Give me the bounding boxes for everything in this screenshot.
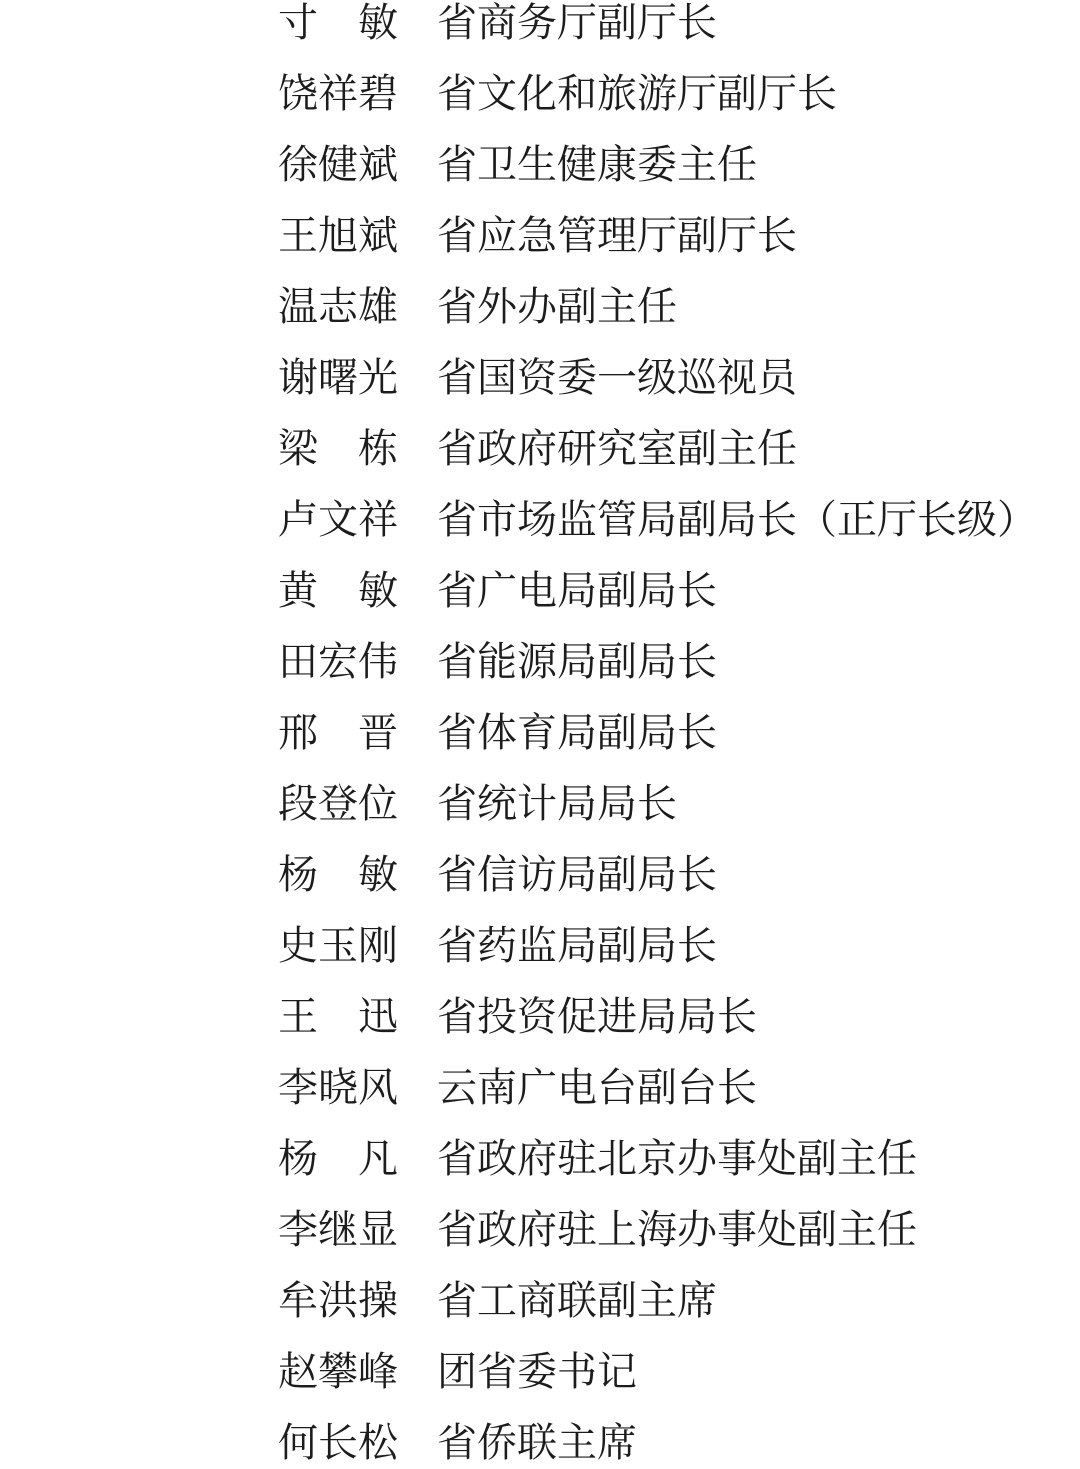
list-item (278, 272, 1058, 343)
list-item (278, 982, 1058, 1053)
person-name: 史玉刚 (278, 923, 398, 969)
person-title: 省国资委一级巡视员 (437, 355, 797, 401)
list-item (278, 769, 1058, 840)
list-item (278, 698, 1058, 769)
person-name: 温志雄 (278, 284, 398, 330)
person-title: 省药监局副局长 (437, 923, 717, 969)
list-item (278, 911, 1058, 982)
person-name: 饶祥碧 (278, 71, 398, 117)
person-name: 牟洪操 (278, 1278, 398, 1324)
list-item (278, 201, 1058, 272)
person-title: 省工商联副主席 (437, 1278, 717, 1324)
person-title: 团省委书记 (437, 1349, 637, 1395)
person-title: 省广电局副局长 (437, 568, 717, 614)
list-item (278, 1124, 1058, 1195)
person-name: 李继显 (278, 1207, 398, 1253)
person-title: 省能源局副局长 (437, 639, 717, 685)
person-title: 省卫生健康委主任 (437, 142, 757, 188)
person-name: 徐健斌 (278, 142, 398, 188)
list-item (278, 556, 1058, 627)
person-title: 省商务厅副厅长 (437, 0, 717, 46)
person-title: 省文化和旅游厅副厅长 (437, 71, 837, 117)
person-name: 谢曙光 (278, 355, 398, 401)
appointment-list (278, 0, 1058, 1469)
list-item (278, 414, 1058, 485)
person-title: 省统计局局长 (437, 781, 677, 827)
person-title: 省体育局副局长 (437, 710, 717, 756)
person-title: 省政府驻上海办事处副主任 (437, 1207, 917, 1253)
person-name: 卢文祥 (278, 497, 398, 543)
list-item (278, 840, 1058, 911)
person-name: 杨 敏 (278, 852, 398, 898)
list-item (278, 0, 1058, 59)
person-title: 省政府研究室副主任 (437, 426, 797, 472)
person-name: 何长松 (278, 1420, 398, 1466)
person-title: 省投资促进局局长 (437, 994, 757, 1040)
person-title: 云南广电台副台长 (437, 1065, 757, 1111)
person-name: 王 迅 (278, 994, 398, 1040)
list-item (278, 1337, 1058, 1408)
person-title: 省政府驻北京办事处副主任 (437, 1136, 917, 1182)
person-name: 赵攀峰 (278, 1349, 398, 1395)
list-item (278, 343, 1058, 414)
person-name: 邢 晋 (278, 710, 398, 756)
person-title: 省外办副主任 (437, 284, 677, 330)
person-title: 省信访局副局长 (437, 852, 717, 898)
person-name: 田宏伟 (278, 639, 398, 685)
list-item (278, 627, 1058, 698)
list-item (278, 1053, 1058, 1124)
person-name: 梁 栋 (278, 426, 398, 472)
list-item (278, 1195, 1058, 1266)
person-name: 王旭斌 (278, 213, 398, 259)
list-item (278, 1408, 1058, 1469)
list-item (278, 485, 1058, 556)
person-name: 段登位 (278, 781, 398, 827)
person-name: 李晓风 (278, 1065, 398, 1111)
person-name: 杨 凡 (278, 1136, 398, 1182)
person-title: 省侨联主席 (437, 1420, 637, 1466)
list-item (278, 1266, 1058, 1337)
person-title: 省应急管理厅副厅长 (437, 213, 797, 259)
list-item (278, 130, 1058, 201)
list-item (278, 59, 1058, 130)
person-name: 黄 敏 (278, 568, 398, 614)
person-title: 省市场监管局副局长（正厅长级） (437, 497, 1037, 543)
person-name: 寸 敏 (278, 0, 398, 46)
